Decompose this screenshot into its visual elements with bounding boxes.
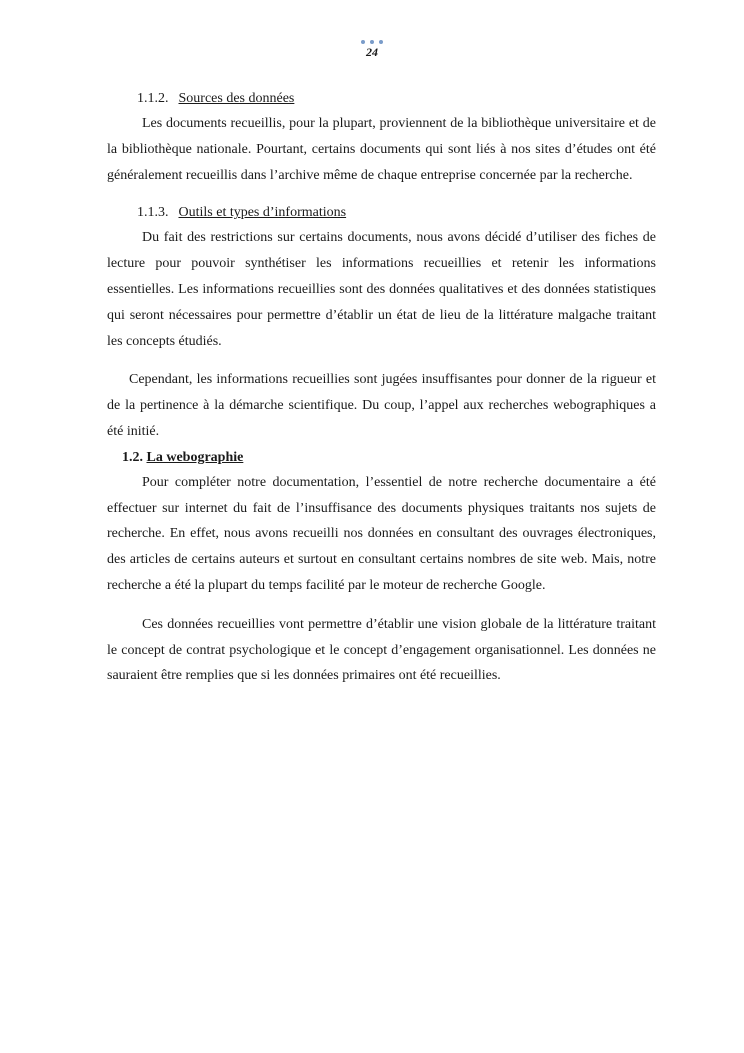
section-number: 1.1.2. bbox=[137, 91, 169, 106]
section-heading-1-1-3 bbox=[107, 200, 656, 225]
paragraph-webographie: Pour compléter notre documentation, l’essentiel de notre recherche documentaire a été effectuer sur internet du fait de l’insuffisance des documents physiques traitants nos sujets de recherche. En effet, nous avons recueilli nos données en consultant des ouvrages électroniques, des articles de certains auteurs et surtout en consultant certains nombres de site web. Mais, notre recherche a été la plupart du temps facilité par le moteur de recherche Google. bbox=[107, 474, 656, 593]
section-heading-1-1-2 bbox=[107, 86, 656, 111]
section-heading-1-2 bbox=[107, 445, 656, 470]
page-header bbox=[0, 40, 744, 60]
paragraph-donnees: Ces données recueillies vont permettre d’établir une vision globale de la littérature traitant le concept de contrat psychologique et le concept d’engagement organisationnel. Les données ne sauraient être remplies que si les données primaires ont été recueillies. bbox=[107, 616, 656, 684]
section-title: Outils et types d’informations bbox=[178, 205, 347, 221]
section-title: La webographie bbox=[146, 449, 244, 465]
section-title: Sources des données bbox=[178, 91, 295, 106]
paragraph-outils: Du fait des restrictions sur certains documents, nous avons décidé d’utiliser des fiches de lecture pour pouvoir synthétiser les informations recueillies et retenir les informations essentielles. Les informations recueillies sont des données qualitatives et des données statistiques qui seront nécessaires pour permettre d’établir un état de lieu de la littérature malgache traitant les concepts étudiés. bbox=[107, 230, 656, 349]
paragraph-sources: Les documents recueillis, pour la plupart, proviennent de la bibliothèque universitaire et de la bibliothèque nationale. Pourtant, certains documents qui sont liés à nos sites d’études ont été généralement recueillis dans l’archive même de chaque entreprise concernée par la recherche. bbox=[107, 116, 656, 183]
paragraph-cependant: Cependant, les informations recueillies sont jugées insuffisantes pour donner de la rigueur et de la pertinence à la démarche scientifique. Du coup, l’appel aux recherches webographiques a été initié. bbox=[107, 372, 656, 439]
page-number: 24 bbox=[366, 45, 378, 59]
section-number: 1.2. bbox=[122, 449, 143, 465]
document-body bbox=[107, 86, 656, 689]
section-number: 1.1.3. bbox=[137, 205, 169, 221]
